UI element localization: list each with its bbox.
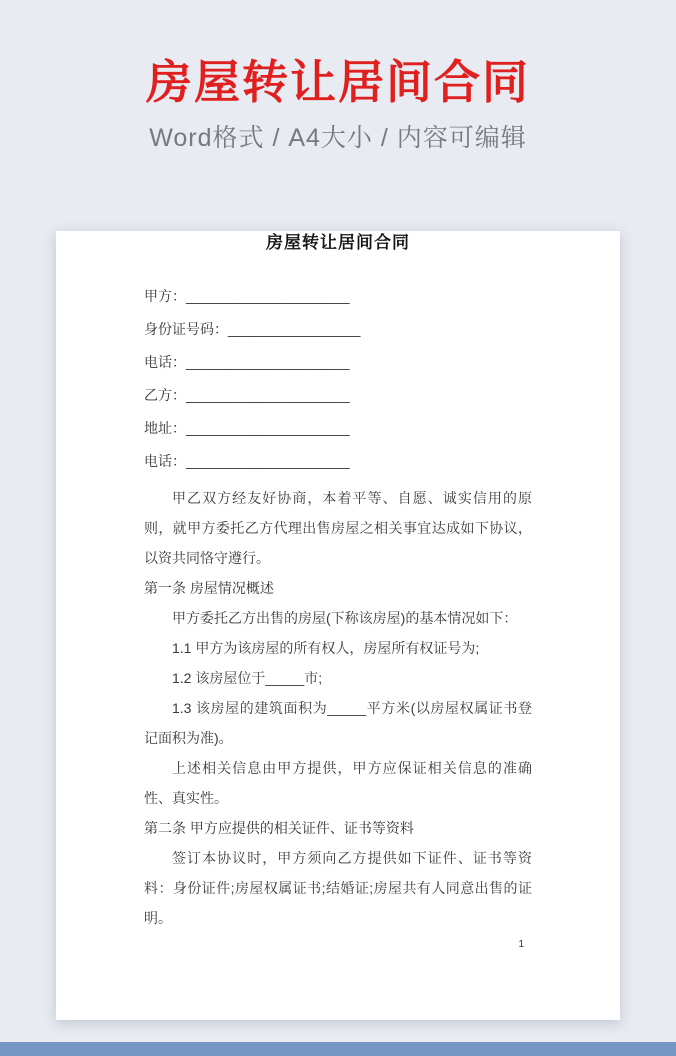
form-field-blank-line: _____________________ xyxy=(186,453,350,469)
party-info-form xyxy=(144,280,532,478)
document-page xyxy=(56,231,620,1020)
form-field-blank-line: _________________ xyxy=(228,321,361,337)
page-number: 1 xyxy=(518,939,524,950)
document-body xyxy=(144,483,532,933)
section-heading: 第二条 甲方应提供的相关证件、证书等资料 xyxy=(144,820,414,836)
page-title: 房屋转让居间合同 xyxy=(146,56,530,108)
form-field xyxy=(144,379,532,412)
footer-bar xyxy=(0,1042,676,1056)
paragraph: 甲乙双方经友好协商，本着平等、自愿、诚实信用的原则，就甲方委托乙方代理出售房屋之相关事宜达成如下协议，以资共同恪守遵行。 xyxy=(144,490,532,566)
form-field-blank-line: _____________________ xyxy=(186,288,350,304)
paragraph: 签订本协议时，甲方须向乙方提供如下证件、证书等资料：身份证件;房屋权属证书;结婚证;房屋共有人同意出售的证明。 xyxy=(144,850,532,926)
paragraph: 1.2 该房屋位于_____市; xyxy=(172,670,323,686)
form-field xyxy=(144,280,532,313)
header xyxy=(0,52,676,155)
form-field xyxy=(144,346,532,379)
paragraph: 1.3 该房屋的建筑面积为_____平方米(以房屋权属证书登记面积为准)。 xyxy=(144,700,532,746)
document-title: 房屋转让居间合同 xyxy=(266,233,410,252)
form-field-label: 身份证号码： xyxy=(144,321,228,337)
form-field xyxy=(144,412,532,445)
paragraph: 上述相关信息由甲方提供，甲方应保证相关信息的准确性、真实性。 xyxy=(144,760,532,806)
form-field-label: 电话： xyxy=(144,354,186,370)
form-field xyxy=(144,313,532,346)
form-field xyxy=(144,445,532,478)
form-field-label: 电话： xyxy=(144,453,186,469)
form-field-label: 甲方： xyxy=(144,288,186,304)
form-field-blank-line: _____________________ xyxy=(186,387,350,403)
form-field-blank-line: _____________________ xyxy=(186,420,350,436)
section-heading: 第一条 房屋情况概述 xyxy=(144,580,274,596)
paragraph: 甲方委托乙方出售的房屋(下称该房屋)的基本情况如下： xyxy=(172,610,518,626)
form-field-label: 乙方： xyxy=(144,387,186,403)
form-field-label: 地址： xyxy=(144,420,186,436)
page-subtitle: Word格式 / A4大小 / 内容可编辑 xyxy=(149,124,527,152)
paragraph: 1.1 甲方为该房屋的所有权人，房屋所有权证号为; xyxy=(172,640,480,656)
form-field-blank-line: _____________________ xyxy=(186,354,350,370)
